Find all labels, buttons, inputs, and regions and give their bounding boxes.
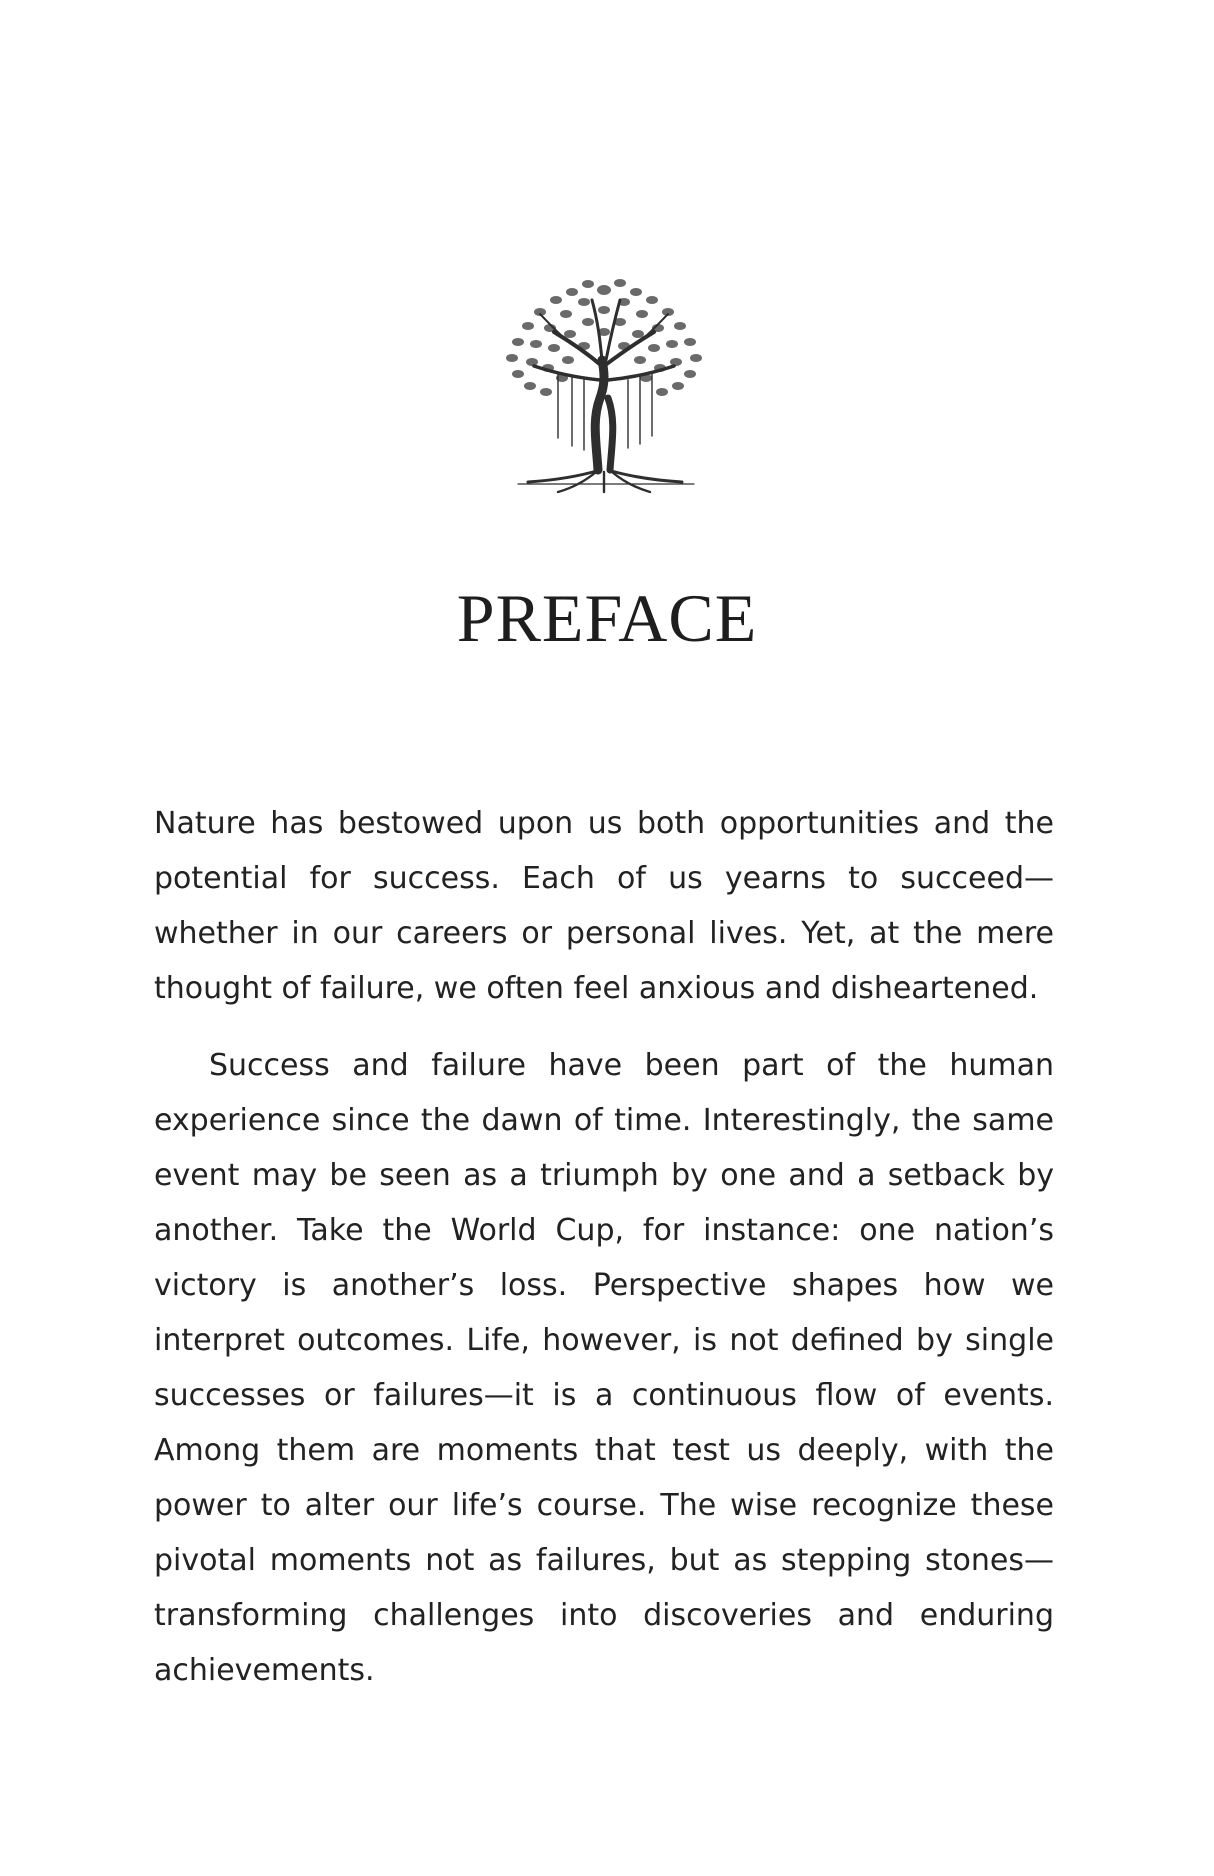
page-title: PREFACE [456,580,758,656]
banyan-tree-icon [488,270,720,496]
paragraph-2: Success and failure have been part of the human experience since the dawn of time. Interestingly, the same event may be seen as a triumph by one and a setback by another. Take the World Cup, for instance: one nation’s victory is another’s loss. Perspective shapes how we interpret outcomes. Life, however, is not defined by single successes or failures—it is a continuous flow of events. Among them are moments that test us deeply, with the power to alter our life’s course. The wise recognize these pivotal moments not as failures, but as stepping stones—transforming challenges into discoveries and enduring achievements. [154,1048,1054,1688]
preface-body [154,796,1054,1698]
paragraph-1: Nature has bestowed upon us both opportunities and the potential for success. Each of us yearns to succeed—whether in our careers or personal lives. Yet, at the mere thought of failure, we often feel anxious and disheartened. [154,806,1054,1006]
